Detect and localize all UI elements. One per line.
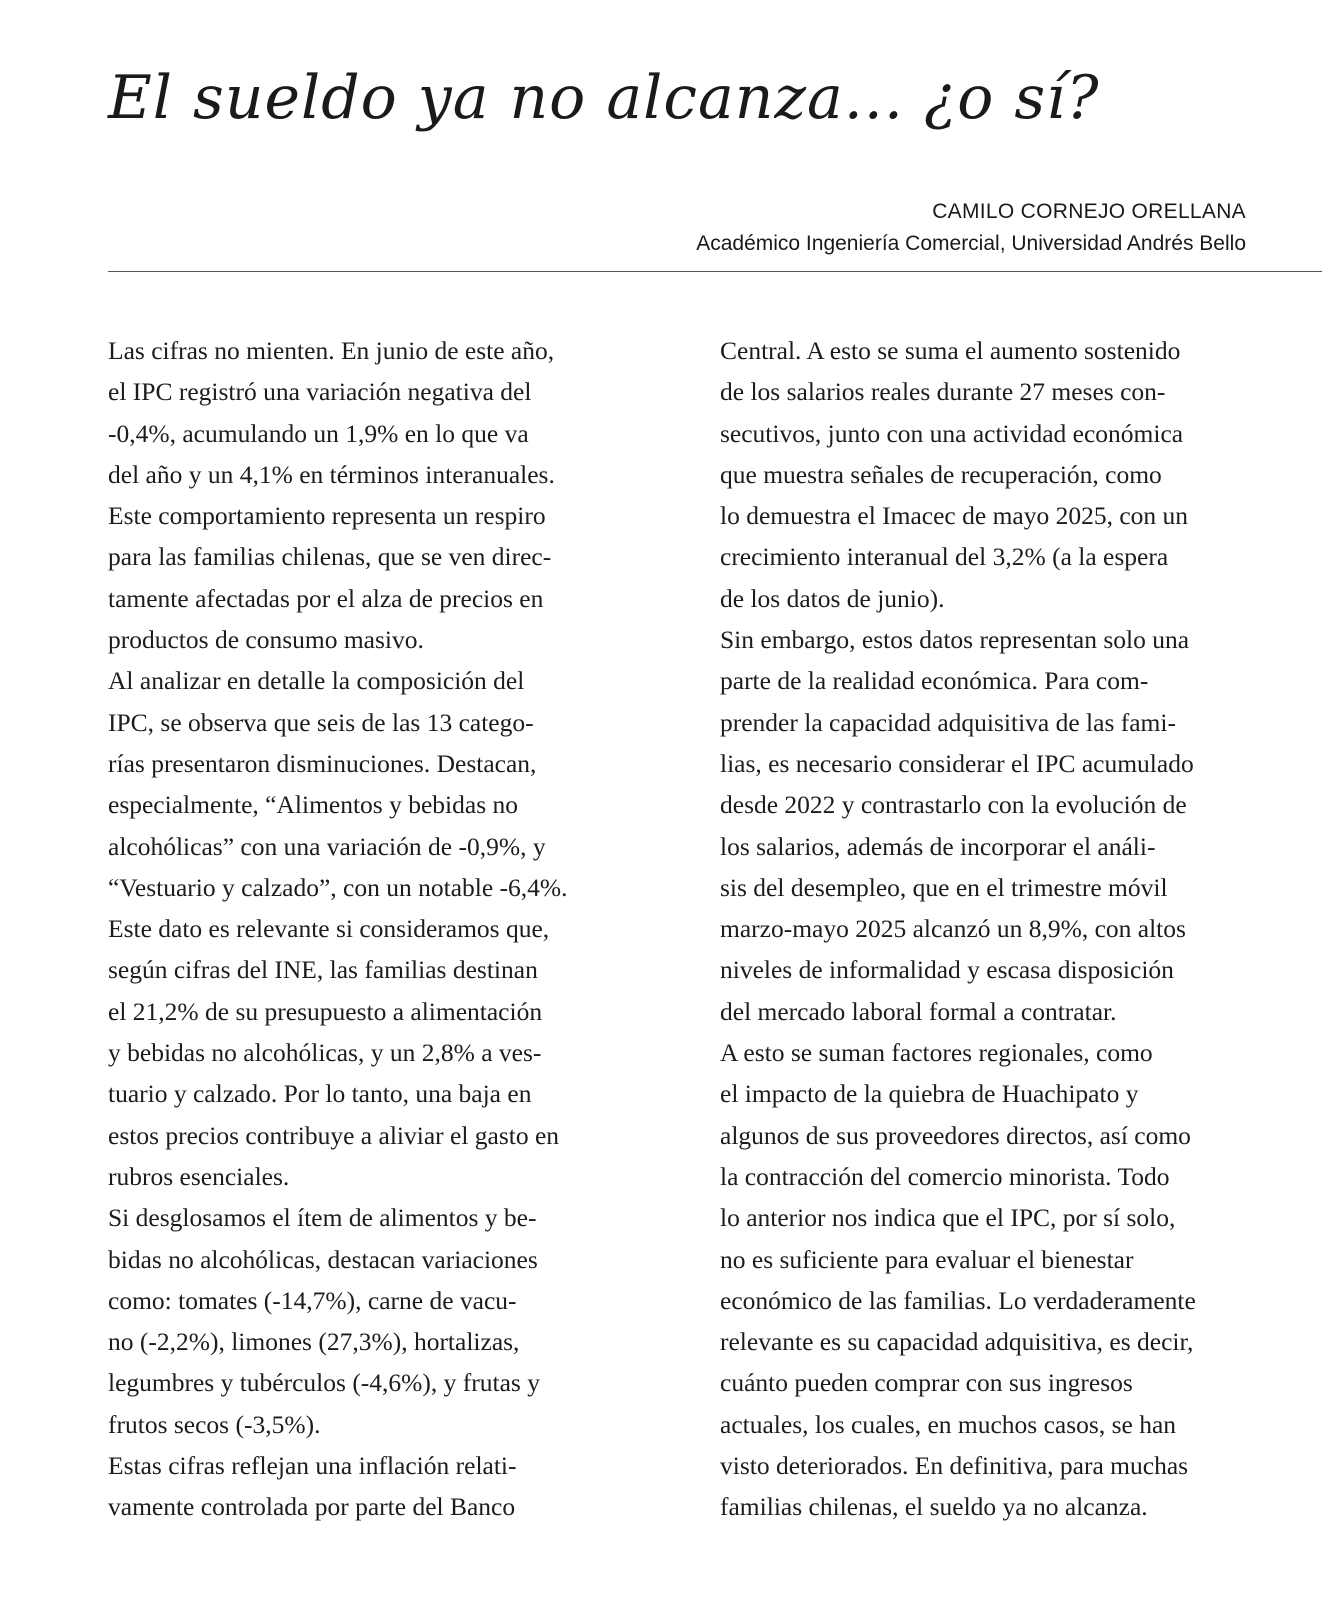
- body-text-line: desde 2022 y contrastarlo con la evolución de: [720, 790, 1187, 820]
- body-text-line: sis del desempleo, que en el trimestre móvil: [720, 872, 1168, 902]
- body-text-line: Si desglosamos el ítem de alimentos y be-: [108, 1203, 537, 1233]
- body-text-line: lo anterior nos indica que el IPC, por sí solo,: [720, 1203, 1176, 1233]
- body-text-line: del mercado laboral formal a contratar.: [720, 996, 1117, 1026]
- byline: [696, 196, 1246, 260]
- body-text-line: Las cifras no mienten. En junio de este año,: [108, 336, 555, 365]
- divider-rule: [108, 271, 1322, 272]
- body-text-line: Estas cifras reflejan una inflación relati-: [108, 1451, 517, 1481]
- body-text-line: Al analizar en detalle la composición del: [108, 666, 525, 696]
- author-name: CAMILO CORNEJO ORELLANA: [932, 200, 1246, 223]
- body-text-line: prender la capacidad adquisitiva de las fami-: [720, 707, 1176, 737]
- body-text-line: lo demuestra el Imacec de mayo 2025, con un: [720, 501, 1189, 531]
- body-text-line: económico de las familias. Lo verdaderamente: [720, 1285, 1196, 1315]
- body-text-line: de los salarios reales durante 27 meses con-: [720, 377, 1166, 407]
- body-text-line: actuales, los cuales, en muchos casos, se han: [720, 1409, 1177, 1439]
- body-text-line: el impacto de la quiebra de Huachipato y: [720, 1079, 1139, 1109]
- body-text-line: especialmente, “Alimentos y bebidas no: [108, 790, 519, 820]
- column-left: [108, 330, 668, 1528]
- body-text-line: lias, es necesario considerar el IPC acumulado: [720, 748, 1194, 778]
- body-text-line: Este comportamiento representa un respiro: [108, 501, 546, 531]
- headline: El sueldo ya no alcanza... ¿o sí?: [108, 63, 1100, 133]
- body-text-line: Central. A esto se suma el aumento sostenido: [720, 336, 1181, 365]
- body-text-line: del año y un 4,1% en términos interanuales.: [108, 459, 555, 489]
- body-text-line: el IPC registró una variación negativa del: [108, 377, 532, 407]
- body-text-line: no (-2,2%), limones (27,3%), hortalizas,: [108, 1327, 520, 1357]
- body-text-line: tamente afectadas por el alza de precios en: [108, 583, 544, 613]
- body-text-line: “Vestuario y calzado”, con un notable -6,4%.: [108, 872, 568, 902]
- body-text-line: crecimiento interanual del 3,2% (a la espera: [720, 542, 1169, 572]
- body-text-line: para las familias chilenas, que se ven direc-: [108, 542, 552, 572]
- body-text-line: A esto se suman factores regionales, como: [720, 1038, 1153, 1068]
- body-text-line: IPC, se observa que seis de las 13 catego-: [108, 707, 534, 737]
- body-text-line: la contracción del comercio minorista. Todo: [720, 1161, 1170, 1191]
- body-text-line: y bebidas no alcohólicas, y un 2,8% a ves-: [108, 1038, 542, 1068]
- body-text-line: estos precios contribuye a aliviar el gasto en: [108, 1120, 560, 1150]
- body-text-line: que muestra señales de recuperación, como: [720, 459, 1162, 489]
- body-text-line: rubros esenciales.: [108, 1161, 290, 1191]
- body-text-line: parte de la realidad económica. Para com-: [720, 666, 1149, 696]
- body-text-line: alcohólicas” con una variación de -0,9%, y: [108, 831, 546, 861]
- body-text-line: frutos secos (-3,5%).: [108, 1409, 321, 1439]
- author-affiliation: Académico Ingeniería Comercial, Universidad Andrés Bello: [696, 232, 1246, 255]
- body-text-line: familias chilenas, el sueldo ya no alcanza.: [720, 1492, 1148, 1522]
- body-text-line: rías presentaron disminuciones. Destacan,: [108, 748, 537, 778]
- body-text-line: secutivos, junto con una actividad económica: [720, 418, 1184, 448]
- column-right: [720, 330, 1305, 1528]
- body-text-line: algunos de sus proveedores directos, así como: [720, 1120, 1191, 1150]
- body-text-line: niveles de informalidad y escasa disposición: [720, 955, 1174, 985]
- body-text-line: visto deteriorados. En definitiva, para muchas: [720, 1451, 1189, 1481]
- body-text-line: cuánto pueden comprar con sus ingresos: [720, 1368, 1133, 1398]
- body-text-line: los salarios, además de incorporar el análi-: [720, 831, 1156, 861]
- body-text-line: de los datos de junio).: [720, 583, 945, 613]
- body-text-line: relevante es su capacidad adquisitiva, es decir,: [720, 1327, 1194, 1357]
- body-text-line: marzo-mayo 2025 alcanzó un 8,9%, con altos: [720, 914, 1186, 944]
- body-text-line: según cifras del INE, las familias destinan: [108, 955, 538, 985]
- body-text-line: productos de consumo masivo.: [108, 625, 424, 655]
- body-text-line: Sin embargo, estos datos representan solo una: [720, 625, 1190, 655]
- body-text-line: el 21,2% de su presupuesto a alimentación: [108, 996, 543, 1026]
- body-text-line: vamente controlada por parte del Banco: [108, 1492, 516, 1522]
- body-text-line: -0,4%, acumulando un 1,9% en lo que va: [108, 418, 529, 448]
- body-text-line: como: tomates (-14,7%), carne de vacu-: [108, 1285, 517, 1315]
- body-text-line: tuario y calzado. Por lo tanto, una baja en: [108, 1079, 532, 1109]
- body-text-line: legumbres y tubérculos (-4,6%), y frutas y: [108, 1368, 540, 1398]
- body-text-line: Este dato es relevante si consideramos que,: [108, 914, 550, 944]
- body-text-line: bidas no alcohólicas, destacan variaciones: [108, 1244, 538, 1274]
- body-text-line: no es suficiente para evaluar el bienestar: [720, 1244, 1134, 1274]
